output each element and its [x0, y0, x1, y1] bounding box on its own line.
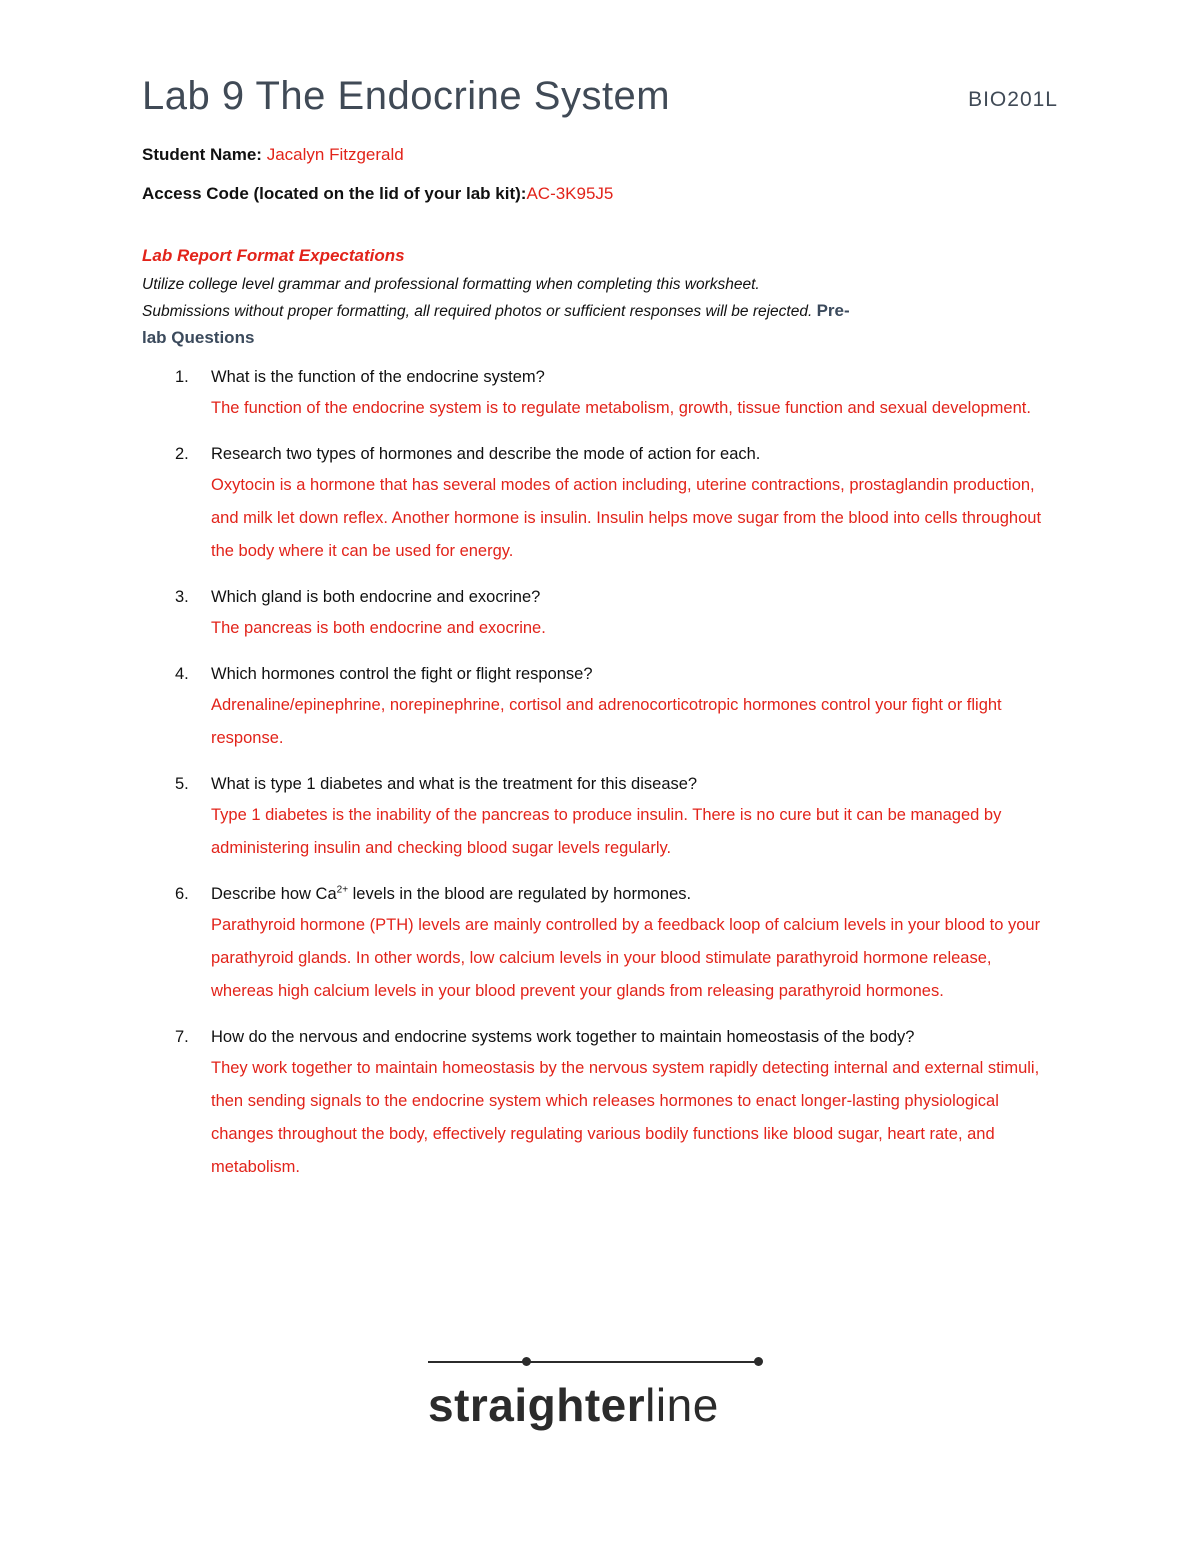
question-text: Which hormones control the fight or flight response? — [211, 665, 593, 683]
access-code-label: Access Code (located on the lid of your lab kit): — [142, 184, 527, 203]
answer-text: Adrenaline/epinephrine, norepinephrine, cortisol and adrenocorticotropic hormones control your fight or flight response. — [211, 696, 1002, 747]
course-code: BIO201L — [968, 88, 1058, 111]
question-text — [211, 879, 1055, 909]
question-item — [175, 659, 1055, 755]
prelab-heading-part1: Pre- — [816, 301, 850, 320]
question-item — [175, 362, 1055, 425]
question-number: 2. — [175, 445, 189, 463]
logo-dot-left — [522, 1357, 531, 1366]
prelab-question-list — [175, 362, 1055, 1198]
format-expectations-heading: Lab Report Format Expectations — [142, 246, 405, 265]
question-text: Which gland is both endocrine and exocrine? — [211, 588, 541, 606]
format-expectations-text — [142, 272, 1052, 352]
answer-text: Oxytocin is a hormone that has several modes of action including, uterine contractions, prostaglandin production, and milk let down reflex. Another hormone is insulin. Insulin helps move sugar from the blood into cells throughout the body where it can be used for energy. — [211, 476, 1042, 560]
logo-line — [428, 1361, 762, 1363]
question-text-after: levels in the blood are regulated by hormones. — [348, 885, 692, 903]
logo-text-bold: straighter — [428, 1379, 646, 1431]
question-item — [175, 879, 1055, 1008]
question-item — [175, 582, 1055, 645]
student-name-row — [142, 144, 404, 166]
access-code-row — [142, 183, 613, 205]
question-number: 5. — [175, 775, 189, 793]
question-text: What is type 1 diabetes and what is the treatment for this disease? — [211, 775, 698, 793]
student-name-label: Student Name: — [142, 145, 262, 164]
question-number: 4. — [175, 665, 189, 683]
straighterline-logo — [428, 1375, 719, 1435]
prelab-heading-part2: lab Questions — [142, 328, 255, 347]
document-title: Lab 9 The Endocrine System — [142, 74, 671, 118]
question-text: How do the nervous and endocrine systems work together to maintain homeostasis of the body? — [211, 1028, 915, 1046]
logo-dot-right — [754, 1357, 763, 1366]
question-item — [175, 1022, 1055, 1184]
answer-text: Parathyroid hormone (PTH) levels are mainly controlled by a feedback loop of calcium levels in your blood to your parathyroid glands. In other words, low calcium levels in your blood stimulate parathyroid hormone release, whereas high calcium levels in your blood prevent your glands from releasing parathyroid hormones. — [211, 916, 1041, 1000]
question-item — [175, 769, 1055, 865]
question-number: 1. — [175, 368, 189, 386]
answer-text: The function of the endocrine system is to regulate metabolism, growth, tissue function and sexual development. — [211, 399, 1031, 417]
answer-text: Type 1 diabetes is the inability of the pancreas to produce insulin. There is no cure but it can be managed by administering insulin and checking blood sugar levels regularly. — [211, 806, 1002, 857]
question-item — [175, 439, 1055, 568]
expectations-line-1: Utilize college level grammar and professional formatting when completing this worksheet. — [142, 276, 760, 293]
question-number: 6. — [175, 885, 189, 903]
question-number: 7. — [175, 1028, 189, 1046]
question-text: Research two types of hormones and describe the mode of action for each. — [211, 445, 761, 463]
question-text: What is the function of the endocrine system? — [211, 368, 545, 386]
answer-text: They work together to maintain homeostasis by the nervous system rapidly detecting internal and external stimuli, then sending signals to the endocrine system which releases hormones to enact longer-lasting physiological changes throughout the body, effectively regulating various bodily functions like blood sugar, heart rate, and metabolism. — [211, 1059, 1040, 1176]
answer-text: The pancreas is both endocrine and exocrine. — [211, 619, 546, 637]
calcium-charge-superscript: 2+ — [336, 884, 349, 896]
logo-text-light: line — [645, 1379, 719, 1431]
question-text-before: Describe how Ca — [211, 885, 337, 903]
access-code-value: AC-3K95J5 — [526, 184, 614, 203]
question-number: 3. — [175, 588, 189, 606]
student-name-value: Jacalyn Fitzgerald — [266, 145, 404, 164]
expectations-line-2: Submissions without proper formatting, all required photos or sufficient responses will be rejected. — [142, 303, 813, 320]
